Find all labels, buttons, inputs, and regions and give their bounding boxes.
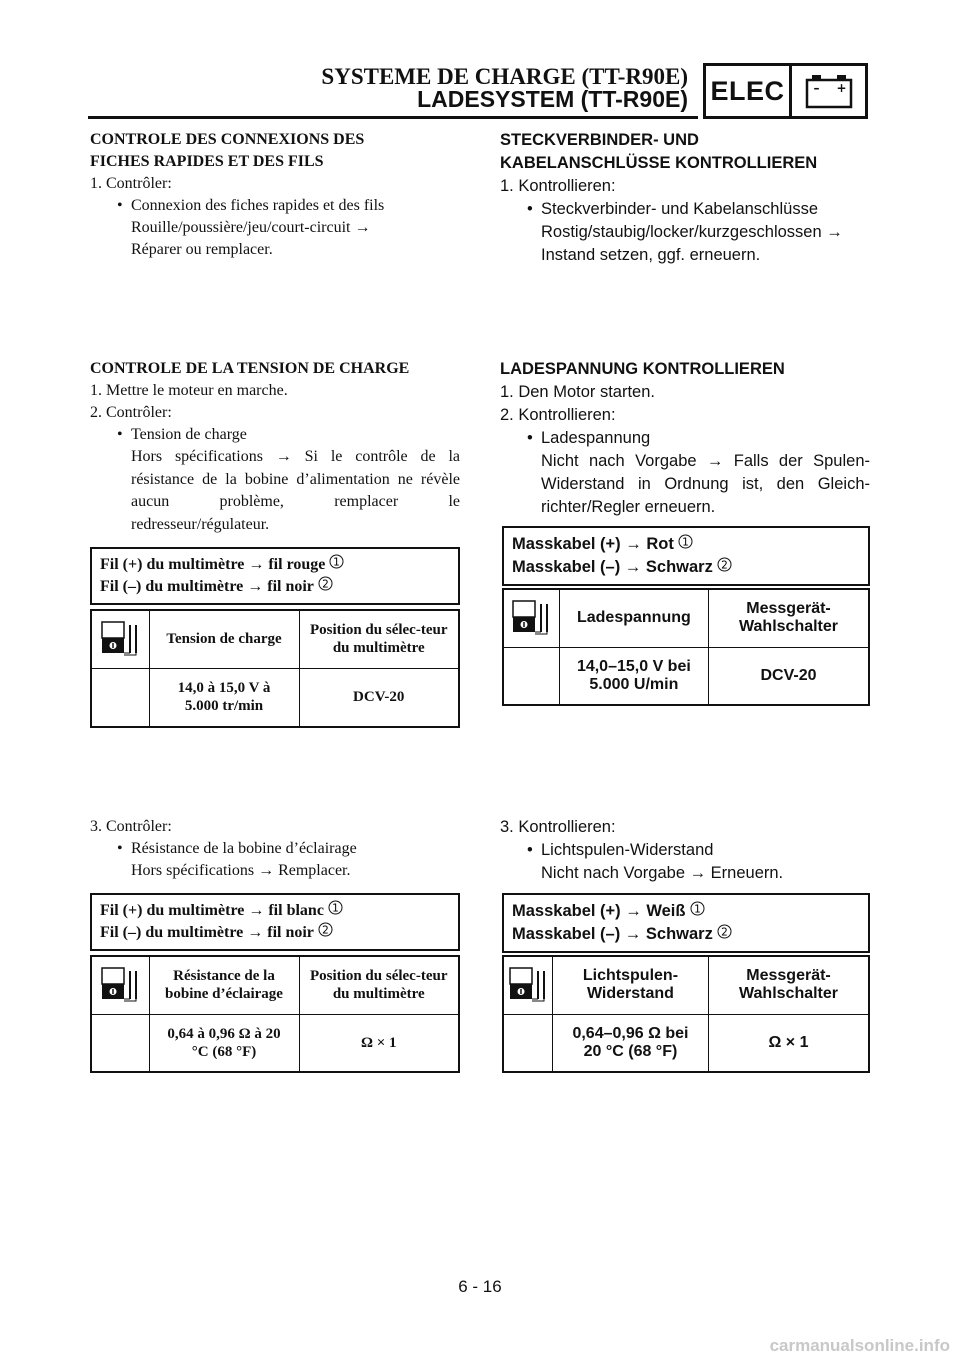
de-s3-col1-value: 0,64–0,96 Ω bei 20 °C (68 °F) <box>552 1014 708 1072</box>
svg-text:2: 2 <box>721 926 729 939</box>
de-s1-line2: Rostig/staubig/locker/kurzgeschlossen → <box>541 223 843 241</box>
fr-s3-bullet: • Résistance de la bobine d’éclairage <box>90 838 460 860</box>
callout-2-icon <box>318 578 333 595</box>
callout-1-icon <box>690 902 705 920</box>
de-s2-spec-table <box>502 588 870 706</box>
header-title-fr: SYSTEME DE CHARGE (TT-R90E) <box>321 64 688 89</box>
fr-s2-wire-box <box>90 547 460 605</box>
de-s2-step2: 2. Kontrollieren: <box>500 406 616 424</box>
callout-2-icon <box>318 924 333 941</box>
fr-s3-step3: 3. Contrôler: <box>90 818 172 835</box>
fr-s2-step1: 1. Mettre le moteur en marche. <box>90 382 288 399</box>
watermark: carmanualsonline.info <box>769 1336 950 1355</box>
fr-s2-bullet: • Tension de charge <box>90 424 460 446</box>
battery-plus-sign: + <box>835 81 847 95</box>
de-s3-line2: Nicht nach Vorgabe → Erneuern. <box>541 864 784 882</box>
de-section-connections <box>500 129 870 267</box>
de-s3-wire-minus: Masskabel (–) → Schwarz <box>512 925 718 943</box>
fr-s2-body: Hors spécifications → Si le contrôle de la résistance de la bobine d’alimentation ne révèle aucun problème, remplacer le redresseur/régulateur. <box>131 448 460 533</box>
svg-text:1: 1 <box>332 902 339 915</box>
de-s3-bullet: • Lichtspulen-Widerstand <box>500 839 870 862</box>
battery-icon <box>792 66 865 116</box>
fr-s1-title-2: FICHES RAPIDES ET DES FILS <box>90 153 324 170</box>
empty-cell <box>91 668 149 727</box>
fr-s2-col1-header: Tension de charge <box>149 610 299 668</box>
page-number: 6 - 16 <box>458 1277 502 1296</box>
callout-2-icon <box>717 558 732 576</box>
fr-section-connections <box>90 129 460 261</box>
de-s2-col2-value: DCV-20 <box>709 647 869 705</box>
svg-text:2: 2 <box>321 578 329 591</box>
fr-s1-line3: Réparer ou remplacer. <box>131 241 273 258</box>
multimeter-icon <box>91 610 149 668</box>
fr-s3-spec-table <box>90 955 460 1073</box>
multimeter-icon <box>503 956 552 1014</box>
de-section-coil-resistance <box>500 816 870 885</box>
fr-s2-spec-table <box>90 609 460 728</box>
fr-section-charge-voltage <box>90 358 460 536</box>
de-section-charge-voltage <box>500 358 870 519</box>
de-s1-step1: 1. Kontrollieren: <box>500 177 616 195</box>
fr-s2-wire-plus: Fil (+) du multimètre → fil rouge <box>100 556 330 573</box>
fr-s1-bullet: • Connexion des fiches rapides et des fils <box>90 195 460 217</box>
elec-badge-label: ELEC <box>706 66 792 116</box>
svg-text:1: 1 <box>694 903 701 916</box>
de-s1-title-2: KABELANSCHLÜSSE KONTROLLIEREN <box>500 154 818 172</box>
fr-s3-col1-value: 0,64 à 0,96 Ω à 20 °C (68 °F) <box>149 1014 299 1072</box>
fr-s1-step1: 1. Contrôler: <box>90 175 172 192</box>
de-s3-col2-header: Messgerät-Wahlschalter <box>709 956 869 1014</box>
de-s1-line3: Instand setzen, ggf. erneuern. <box>541 246 761 264</box>
de-s2-wire-plus: Masskabel (+) → Rot <box>512 535 679 553</box>
fr-s2-col2-value: DCV-20 <box>299 668 459 727</box>
de-s1-title-1: STECKVERBINDER- UND <box>500 131 699 149</box>
de-s3-col2-value: Ω × 1 <box>709 1014 869 1072</box>
svg-text:2: 2 <box>721 559 729 572</box>
de-s2-col2-header: Messgerät-Wahlschalter <box>709 589 869 647</box>
fr-s2-step2: 2. Contrôler: <box>90 404 172 421</box>
svg-text:1: 1 <box>682 536 690 549</box>
de-s2-col1-header: Ladespannung <box>559 589 708 647</box>
fr-section-coil-resistance <box>90 816 460 882</box>
battery-minus-sign: – <box>813 81 819 95</box>
callout-2-icon <box>717 925 732 943</box>
svg-text:1: 1 <box>333 556 341 569</box>
de-s2-wire-minus: Masskabel (–) → Schwarz <box>512 558 718 576</box>
fr-s2-col1-value: 14,0 à 15,0 V à 5.000 tr/min <box>149 668 299 727</box>
de-s2-title: LADESPANNUNG KONTROLLIEREN <box>500 360 785 378</box>
empty-cell <box>503 647 559 705</box>
de-s3-wire-box <box>502 893 870 953</box>
svg-text:2: 2 <box>321 924 329 937</box>
fr-s3-line2: Hors spécifications → Remplacer. <box>131 862 351 879</box>
multimeter-icon <box>91 956 149 1014</box>
fr-s2-wire-minus: Fil (–) du multimètre → fil noir <box>100 578 318 595</box>
fr-s3-wire-box <box>90 893 460 951</box>
fr-s3-col2-value: Ω × 1 <box>299 1014 459 1072</box>
de-s3-wire-plus: Masskabel (+) → Weiß <box>512 902 691 920</box>
fr-s3-wire-plus: Fil (+) du multimètre → fil blanc <box>100 902 328 919</box>
callout-1-icon <box>678 535 693 553</box>
de-s3-col1-header: Lichtspulen-Widerstand <box>552 956 708 1014</box>
de-s2-body: Nicht nach Vorgabe → Falls der Spulen-Widerstand in Ordnung ist, den Gleich-richter/Regler erneuern. <box>541 452 870 516</box>
de-s3-step3: 3. Kontrollieren: <box>500 818 616 836</box>
fr-s3-col2-header: Position du sélec-teur du multimètre <box>299 956 459 1014</box>
fr-s3-wire-minus: Fil (–) du multimètre → fil noir <box>100 924 318 941</box>
empty-cell <box>91 1014 149 1072</box>
header-rule <box>88 116 698 119</box>
de-s3-spec-table <box>502 955 870 1073</box>
header-title-de: LADESYSTEM (TT-R90E) <box>417 86 688 112</box>
de-s2-wire-box <box>502 526 870 586</box>
de-s1-bullet: • Steckverbinder- und Kabelanschlüsse <box>500 198 870 221</box>
fr-s2-title: CONTROLE DE LA TENSION DE CHARGE <box>90 360 410 377</box>
de-s2-step1: 1. Den Motor starten. <box>500 383 655 401</box>
fr-s3-col1-header: Résistance de la bobine d’éclairage <box>149 956 299 1014</box>
de-s2-col1-value: 14,0–15,0 V bei 5.000 U/min <box>559 647 708 705</box>
de-s2-bullet: • Ladespannung <box>500 427 870 450</box>
fr-s1-line2: Rouille/poussière/jeu/court-circuit → <box>131 219 371 236</box>
multimeter-icon <box>503 589 559 647</box>
elec-badge <box>703 63 868 119</box>
fr-s2-col2-header: Position du sélec-teur du multimètre <box>299 610 459 668</box>
empty-cell <box>503 1014 552 1072</box>
callout-1-icon <box>329 556 344 573</box>
callout-1-icon <box>328 902 343 919</box>
fr-s1-title-1: CONTROLE DES CONNEXIONS DES <box>90 131 365 148</box>
